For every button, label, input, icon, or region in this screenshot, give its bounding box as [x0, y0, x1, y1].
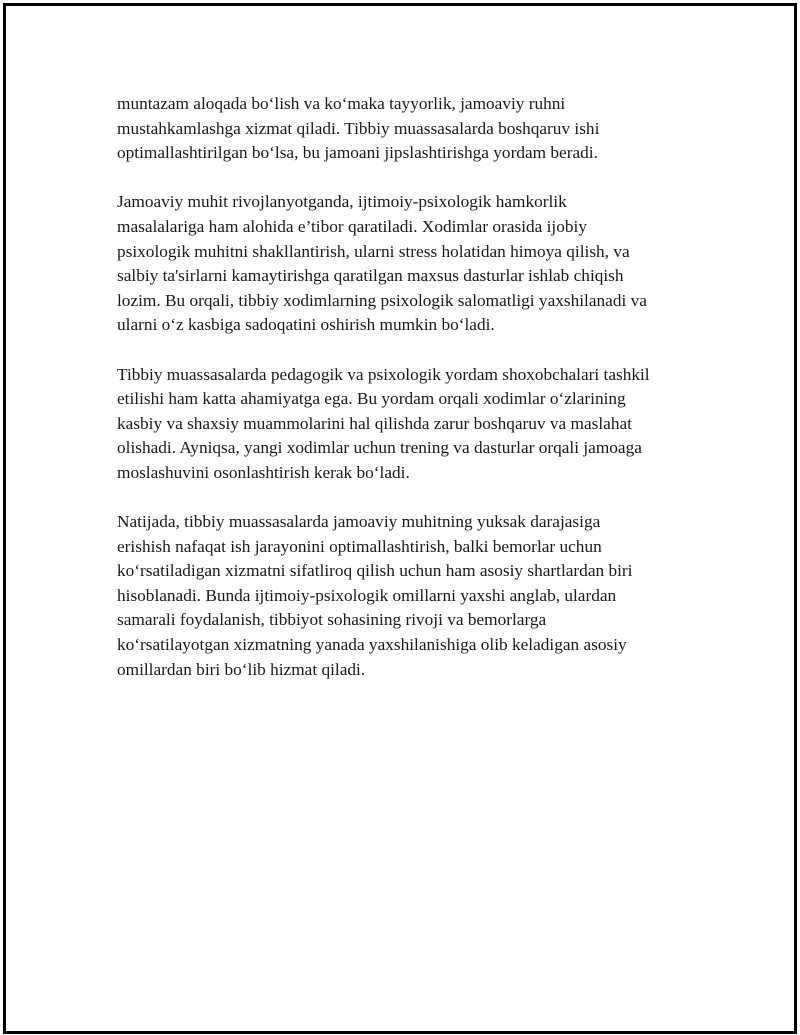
text-line: kasbiy va shaxsiy muammolarini hal qilishda zarur boshqaruv va maslahat — [117, 413, 632, 433]
text-line: omillardan biri bo‘lib hizmat qiladi. — [117, 659, 366, 679]
text-line: optimallashtirilgan bo‘lsa, bu jamoani jipslashtirishga yordam beradi. — [117, 143, 598, 163]
text-line: muntazam aloqada bo‘lish va ko‘maka tayyorlik, jamoaviy ruhni — [117, 94, 566, 113]
text-line: moslashuvini osonlashtirish kerak bo‘ladi. — [117, 462, 410, 482]
text-line: lozim. Bu orqali, tibbiy xodimlarning psixologik salomatligi yaxshilanadi va — [117, 290, 647, 310]
text-line: psixologik muhitni shakllantirish, ularni stress holatidan himoya qilish, va — [117, 241, 630, 261]
text-line: mustahkamlashga xizmat qiladi. Tibbiy muassasalarda boshqaruv ishi — [117, 118, 600, 138]
text-line: samarali foydalanish, tibbiyot sohasining rivoji va bemorlarga — [117, 610, 547, 630]
text-line: Tibbiy muassasalarda pedagogik va psixologik yordam shoxobchalari tashkil — [117, 364, 650, 384]
paragraph-2 — [117, 190, 697, 338]
document-body — [117, 92, 697, 707]
text-line: ko‘rsatilayotgan xizmatning yanada yaxshilanishiga olib keladigan asosiy — [117, 635, 627, 655]
paragraph-3 — [117, 363, 697, 486]
paragraph-4 — [117, 510, 697, 682]
paragraph-1 — [117, 92, 697, 166]
text-line: ko‘rsatiladigan xizmatni sifatliroq qilish uchun ham asosiy shartlardan biri — [117, 561, 633, 581]
text-line: hisoblanadi. Bunda ijtimoiy-psixologik omillarni yaxshi anglab, ulardan — [117, 585, 617, 605]
text-line: olishadi. Ayniqsa, yangi xodimlar uchun trening va dasturlar orqali jamoaga — [117, 438, 642, 458]
text-line: etilishi ham katta ahamiyatga ega. Bu yordam orqali xodimlar o‘zlarining — [117, 389, 626, 409]
text-line: salbiy ta'sirlarni kamaytirishga qaratilgan maxsus dasturlar ishlab chiqish — [117, 266, 624, 286]
text-line: ularni o‘z kasbiga sadoqatini oshirish mumkin bo‘ladi. — [117, 315, 495, 335]
text-line: masalalariga ham alohida e’tibor qaratiladi. Xodimlar orasida ijobiy — [117, 216, 587, 236]
text-line: Jamoaviy muhit rivojlanyotganda, ijtimoiy-psixologik hamkorlik — [117, 192, 567, 212]
text-line: Natijada, tibbiy muassasalarda jamoaviy muhitning yuksak darajasiga — [117, 512, 601, 532]
text-line: erishish nafaqat ish jarayonini optimallashtirish, balki bemorlar uchun — [117, 536, 602, 556]
